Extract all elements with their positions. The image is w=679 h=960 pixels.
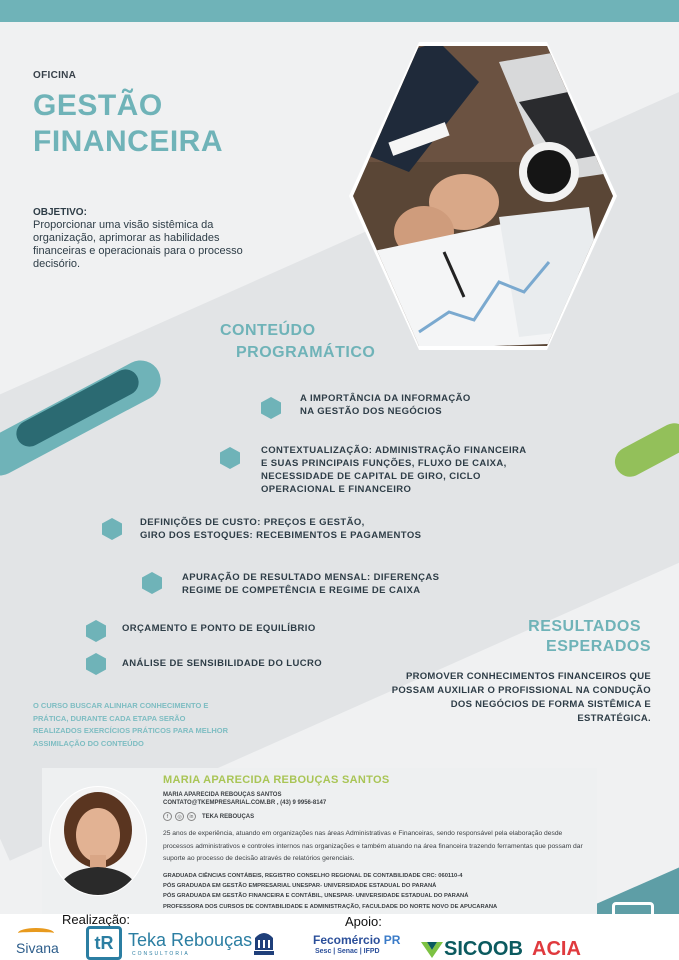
program-heading-line1: CONTEÚDO <box>220 322 316 339</box>
top-accent-bar <box>0 0 679 22</box>
program-item: DEFINIÇÕES DE CUSTO: PREÇOS E GESTÃO, GIRO DOS ESTOQUES: RECEBIMENTOS E PAGAMENTOS <box>140 517 422 541</box>
results-text: PROMOVER CONHECIMENTOS FINANCEIROS QUE POSSAM AUXILIAR O PROFISSIONAL NA CONDUÇÃO DOS NEGÓCIOS DE FORMA SISTÊMICA E ESTRATÉGICA. <box>391 671 651 724</box>
results-heading-line1: RESULTADOS <box>528 618 641 635</box>
facebook-icon[interactable]: f <box>163 812 172 821</box>
credential-line: GRADUADA CIÊNCIAS CONTÁBEIS, REGISTRO CONSELHO REGIONAL DE CONTABILIDADE CRC: 060110-4 <box>163 873 463 879</box>
objective-text: Proporcionar uma visão sistêmica da organização, aprimorar as habilidades financeiras e operacionais para o processo decisório. <box>33 219 243 270</box>
program-item: A IMPORTÂNCIA DA INFORMAÇÃO NA GESTÃO DOS NEGÓCIOS <box>300 393 471 417</box>
instructor-name-small: MARIA APARECIDA REBOUÇAS SANTOS <box>163 792 282 798</box>
instructor-contact[interactable]: CONTATO@TKEMPRESARIAL.COM.BR , (43) 9 9956-8147 <box>163 800 327 806</box>
program-item: APURAÇÃO DE RESULTADO MENSAL: DIFERENÇAS REGIME DE COMPETÊNCIA E REGIME DE CAIXA <box>182 572 440 596</box>
linkedin-icon[interactable]: in <box>187 812 196 821</box>
workshop-kicker: OFICINA <box>33 70 77 81</box>
program-item: ORÇAMENTO E PONTO DE EQUILÍBRIO <box>122 623 316 634</box>
tr-consultoria-logo: tR <box>86 926 122 960</box>
instructor-avatar <box>48 785 148 897</box>
sivana-swoosh-icon <box>18 928 54 938</box>
sivana-logo-text: Sivana <box>16 940 59 956</box>
results-heading-line2: ESPERADOS <box>546 638 651 655</box>
social-handle: TEKA REBOUÇAS <box>202 813 255 820</box>
credential-line: PÓS GRADUADA EM GESTÃO FINANCEIRA E CONTÁBIL, UNESPAR- UNIVERSIDADE ESTADUAL DO PARANÁ <box>163 893 469 900</box>
objective-label: OBJETIVO: <box>33 207 87 218</box>
realizacao-label: Realização: <box>62 912 130 927</box>
camara-mulher-emblem-icon <box>253 928 275 956</box>
business-desk-photo <box>349 42 617 350</box>
instructor-name: MARIA APARECIDA REBOUÇAS SANTOS <box>163 774 390 786</box>
course-note: O CURSO BUSCAR ALINHAR CONHECIMENTO E PRÁTICA, DURANTE CADA ETAPA SERÃO REALIZADOS EXERCÍCIOS PRÁTICOS PARA MELHOR ASSIMILAÇÃO DO CONTEÚDO <box>33 701 229 748</box>
teka-logo-text: Teka Rebouças <box>128 930 253 950</box>
apoio-label: Apoio: <box>345 914 382 929</box>
social-links <box>163 812 254 821</box>
program-item: CONTEXTUALIZAÇÃO: ADMINISTRAÇÃO FINANCEIRA E SUAS PRINCIPAIS FUNÇÕES, FLUXO DE CAIXA, NECESSIDADE DE CAPITAL DE GIRO, CICLO OPERACIONAL E FINANCEIRO <box>261 445 527 495</box>
acia-logo-text: ACIA <box>532 938 581 960</box>
sivana-logo <box>14 926 79 960</box>
fecomercio-text: Fecomércio <box>313 933 381 947</box>
credential-line: PÓS GRADUADA EM GESTÃO EMPRESARIAL UNESPAR- UNIVERSIDADE ESTADUAL DO PARANÁ <box>163 883 437 890</box>
fecomercio-subtitle: Sesc | Senac | IFPD <box>315 948 380 955</box>
sicoob-logo-text: SICOOB <box>444 938 523 960</box>
instructor-bio: 25 anos de experiência, atuando em organizações nas áreas Administrativas e Financeiras, sendo responsável pela elaboração desde processos administrativos e controles internos nas organizações e também atuando na área financeira trazendo ferramentas que possam dar suporte ao processo de decisão através de relatórios gerenciais. <box>163 830 583 862</box>
instructor-credentials <box>163 871 593 912</box>
instagram-icon[interactable]: ◎ <box>175 812 184 821</box>
fecomercio-pr: PR <box>383 933 401 947</box>
sicoob-mark-icon <box>421 938 443 960</box>
program-heading-line2: PROGRAMÁTICO <box>236 344 376 361</box>
page-title: GESTÃO FINANCEIRA <box>33 89 223 158</box>
teka-logo-subtitle: CONSULTORIA <box>132 951 190 957</box>
credential-line: PROFESSORA DOS CURSOS DE CONTABILIDADE E ADMINISTRAÇÃO, FACULDADE DO NORTE NOVO DE APUCARANA <box>163 903 498 910</box>
program-item: ANÁLISE DE SENSIBILIDADE DO LUCRO <box>122 658 323 669</box>
fecomercio-logo <box>313 933 400 947</box>
